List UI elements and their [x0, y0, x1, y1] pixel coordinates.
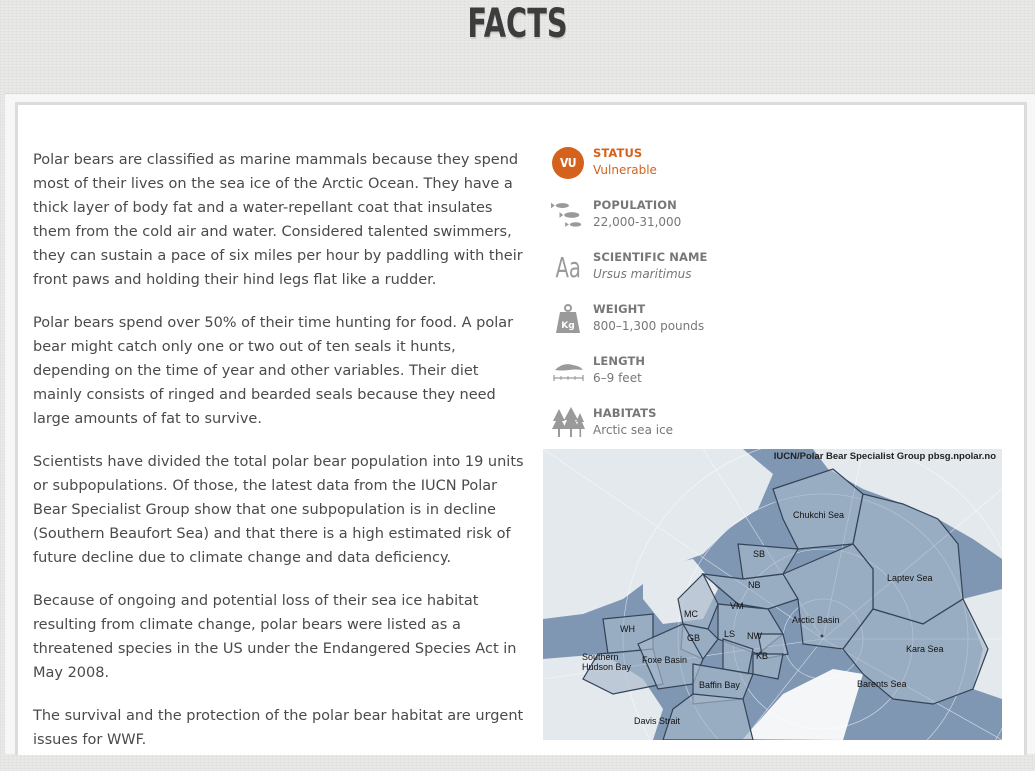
fact-status — [551, 144, 851, 196]
fact-value: Arctic sea ice — [593, 423, 674, 437]
map-label-gb: GB — [687, 633, 701, 643]
article-paragraph: Scientists have divided the total polar bear population into 19 units or subpopulations. Of those, the latest data from the IUCN Polar Bear Specialist Group show that one subpopulation is in decline (Southern Beaufort Sea) and that there is a high estimated risk of future decline due to climate change and data deficiency. — [33, 454, 524, 566]
fact-label: POPULATION — [593, 198, 677, 212]
article-paragraph: Polar bears spend over 50% of their time hunting for food. A polar bear might catch only one or two out of ten seals it hunts, depending on the time of year and other variables. Their diet mainly consists of ringed and bearded seals because they need large amounts of fat to survive. — [33, 315, 514, 427]
article-paragraph: The survival and the protection of the polar bear habitat are urgent issues for WWF. — [33, 708, 524, 748]
article-paragraph: Polar bears are classified as marine mammals because they spend most of their lives on the sea ice of the Arctic Ocean. They have a thick layer of body fat and a water-repellant coat that insulates them from the cold air and water. Considered talented swimmers, they can sustain a pace of six miles per hour by paddling with their front paws and holding their hind legs flat like a rudder. — [33, 152, 523, 288]
map-label-davis-strait: Davis Strait — [634, 716, 681, 726]
weight-glyph: Kg — [561, 321, 575, 331]
map-label-wh: WH — [620, 624, 635, 634]
fact-label: SCIENTIFIC NAME — [593, 250, 708, 264]
typography-icon — [551, 250, 585, 284]
fact-weight — [551, 300, 851, 352]
map-label-vm: VM — [730, 601, 744, 611]
map-label-sb: SB — [753, 549, 766, 559]
length-icon — [551, 354, 585, 388]
article-body — [33, 148, 528, 771]
map-label-arctic-basin: Arctic Basin — [792, 615, 840, 625]
map-label-barents: Barents Sea — [857, 679, 907, 689]
map-label-ls: LS — [724, 629, 736, 639]
fact-length — [551, 352, 851, 404]
fact-label: LENGTH — [593, 354, 646, 368]
map-label-baffin-bay: Baffin Bay — [699, 680, 740, 690]
map-label-laptev: Laptev Sea — [887, 573, 933, 583]
fish-icon — [551, 198, 585, 232]
map-label-kb: KB — [756, 651, 769, 661]
map-graphic — [543, 449, 1002, 740]
typography-glyph: Aa — [555, 250, 581, 284]
fact-scientific-name — [551, 248, 851, 300]
fact-label: STATUS — [593, 146, 643, 160]
map-label-foxe-basin: Foxe Basin — [642, 655, 688, 665]
trees-icon — [551, 406, 585, 440]
page-title: FACTS — [467, 1, 568, 47]
facts-list — [551, 144, 851, 456]
fact-population — [551, 196, 851, 248]
map-label-chukchi: Chukchi Sea — [793, 510, 845, 520]
fact-value: Ursus maritimus — [593, 267, 692, 281]
weight-icon — [551, 302, 585, 336]
article-paragraph: Because of ongoing and potential loss of their sea ice habitat resulting from climate change, polar bears were listed as a threatened species in the US under the Endangered Species Act in May 2008. — [33, 593, 517, 681]
fact-value: 22,000-31,000 — [593, 215, 682, 229]
status-badge: VU — [552, 147, 584, 179]
map-credit: IUCN/Polar Bear Specialist Group pbsg.npolar.no — [773, 451, 996, 462]
vu-badge-icon — [551, 146, 585, 180]
fact-label: HABITATS — [593, 406, 657, 420]
map-label-nb: NB — [748, 580, 761, 590]
map-label-southern-hudson-bay: Southern Hudson Bay — [582, 652, 632, 672]
fact-value: 800–1,300 pounds — [593, 319, 705, 333]
fact-label: WEIGHT — [593, 302, 646, 316]
map-label-nw: NW — [747, 631, 762, 641]
fact-value: 6–9 feet — [593, 371, 642, 385]
map-label-mc: MC — [684, 609, 698, 619]
fact-value: Vulnerable — [593, 163, 657, 177]
map-label-kara: Kara Sea — [906, 644, 944, 654]
polar-bear-subpopulation-map — [543, 449, 1002, 740]
